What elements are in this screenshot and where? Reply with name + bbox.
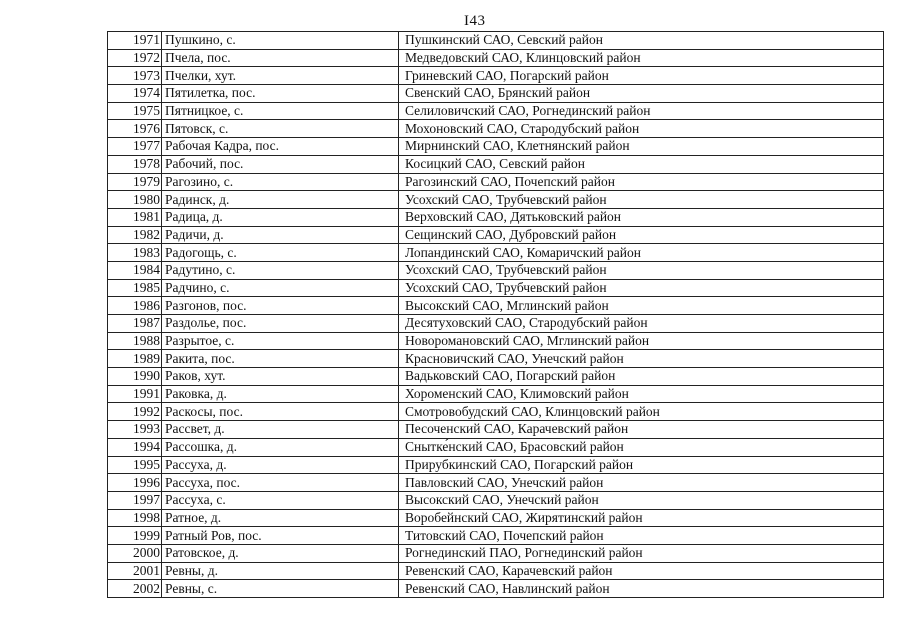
table-row: [108, 173, 884, 191]
row-number: 2001: [108, 562, 162, 580]
table-row: [108, 421, 884, 439]
table-row: [108, 332, 884, 350]
row-number: 1976: [108, 120, 162, 138]
table-row: [108, 85, 884, 103]
row-number: 1972: [108, 49, 162, 67]
row-number: 1982: [108, 226, 162, 244]
settlement-name: Раков, хут.: [162, 368, 399, 386]
row-number: 1981: [108, 208, 162, 226]
administrative-district: Верховский САО, Дятьковский район: [399, 208, 884, 226]
administrative-district: Ревенский САО, Навлинский район: [399, 580, 884, 598]
settlement-name: Рабочая Кадра, пос.: [162, 138, 399, 156]
settlement-name: Ревны, д.: [162, 562, 399, 580]
row-number: 1971: [108, 32, 162, 50]
settlement-name: Радчино, с.: [162, 279, 399, 297]
row-number: 1994: [108, 438, 162, 456]
administrative-district: Сещинский САО, Дубровский район: [399, 226, 884, 244]
settlement-name: Рассвет, д.: [162, 421, 399, 439]
table-row: [108, 562, 884, 580]
row-number: 1986: [108, 297, 162, 315]
administrative-district: Мирнинский САО, Клетнянский район: [399, 138, 884, 156]
row-number: 1999: [108, 527, 162, 545]
settlement-name: Рассуха, пос.: [162, 474, 399, 492]
settlement-name: Ратовское, д.: [162, 544, 399, 562]
administrative-district: Медведовский САО, Клинцовский район: [399, 49, 884, 67]
row-number: 1975: [108, 102, 162, 120]
row-number: 1995: [108, 456, 162, 474]
administrative-district: Новоромановский САО, Мглинский район: [399, 332, 884, 350]
table-row: [108, 456, 884, 474]
row-number: 2002: [108, 580, 162, 598]
table-row: [108, 155, 884, 173]
settlement-name: Радица, д.: [162, 208, 399, 226]
settlement-name: Радутино, с.: [162, 261, 399, 279]
table-row: [108, 350, 884, 368]
administrative-district: Усохский САО, Трубчевский район: [399, 261, 884, 279]
administrative-district: Селиловичский САО, Рогнединский район: [399, 102, 884, 120]
row-number: 1993: [108, 421, 162, 439]
settlement-name: Пятницкое, с.: [162, 102, 399, 120]
row-number: 1990: [108, 368, 162, 386]
settlement-register-table: [107, 31, 884, 598]
administrative-district: Снытке́нский САО, Брасовский район: [399, 438, 884, 456]
administrative-district: Титовский САО, Почепский район: [399, 527, 884, 545]
table-row: [108, 138, 884, 156]
row-number: 1992: [108, 403, 162, 421]
row-number: 1989: [108, 350, 162, 368]
row-number: 1979: [108, 173, 162, 191]
table-row: [108, 244, 884, 262]
row-number: 1996: [108, 474, 162, 492]
settlement-name: Ревны, с.: [162, 580, 399, 598]
administrative-district: Мохоновский САО, Стародубский район: [399, 120, 884, 138]
table-row: [108, 509, 884, 527]
settlement-name: Ратный Ров, пос.: [162, 527, 399, 545]
administrative-district: Рогнединский ПАО, Рогнединский район: [399, 544, 884, 562]
administrative-district: Пушкинский САО, Севский район: [399, 32, 884, 50]
administrative-district: Косицкий САО, Севский район: [399, 155, 884, 173]
table-row: [108, 527, 884, 545]
row-number: 1998: [108, 509, 162, 527]
row-number: 1974: [108, 85, 162, 103]
row-number: 1991: [108, 385, 162, 403]
table-row: [108, 315, 884, 333]
settlement-name: Радинск, д.: [162, 191, 399, 209]
administrative-district: Вадьковский САО, Погарский район: [399, 368, 884, 386]
row-number: 1977: [108, 138, 162, 156]
table-row: [108, 191, 884, 209]
administrative-district: Гриневский САО, Погарский район: [399, 67, 884, 85]
administrative-district: Смотровобудский САО, Клинцовский район: [399, 403, 884, 421]
table-row: [108, 120, 884, 138]
settlement-name: Рассошка, д.: [162, 438, 399, 456]
table-row: [108, 544, 884, 562]
settlement-name: Пятилетка, пос.: [162, 85, 399, 103]
settlement-name: Пушкино, с.: [162, 32, 399, 50]
settlement-name: Раковка, д.: [162, 385, 399, 403]
table-row: [108, 491, 884, 509]
table-row: [108, 261, 884, 279]
settlement-name: Ракита, пос.: [162, 350, 399, 368]
administrative-district: Павловский САО, Унечский район: [399, 474, 884, 492]
row-number: 2000: [108, 544, 162, 562]
row-number: 1980: [108, 191, 162, 209]
settlement-name: Раздолье, пос.: [162, 315, 399, 333]
table-row: [108, 368, 884, 386]
row-number: 1987: [108, 315, 162, 333]
table-row: [108, 32, 884, 50]
row-number: 1984: [108, 261, 162, 279]
table-row: [108, 474, 884, 492]
row-number: 1973: [108, 67, 162, 85]
row-number: 1997: [108, 491, 162, 509]
administrative-district: Десятуховский САО, Стародубский район: [399, 315, 884, 333]
page-number: I43: [464, 13, 486, 29]
administrative-district: Усохский САО, Трубчевский район: [399, 191, 884, 209]
administrative-district: Высокский САО, Мглинский район: [399, 297, 884, 315]
settlement-name: Раскосы, пос.: [162, 403, 399, 421]
settlement-name: Пятовск, с.: [162, 120, 399, 138]
table-row: [108, 208, 884, 226]
table-row: [108, 226, 884, 244]
row-number: 1988: [108, 332, 162, 350]
table-row: [108, 580, 884, 598]
administrative-district: Песоченский САО, Карачевский район: [399, 421, 884, 439]
row-number: 1985: [108, 279, 162, 297]
administrative-district: Свенский САО, Брянский район: [399, 85, 884, 103]
administrative-district: Ревенский САО, Карачевский район: [399, 562, 884, 580]
table-row: [108, 403, 884, 421]
settlement-name: Рассуха, д.: [162, 456, 399, 474]
administrative-district: Высокский САО, Унечский район: [399, 491, 884, 509]
administrative-district: Хороменский САО, Климовский район: [399, 385, 884, 403]
administrative-district: Усохский САО, Трубчевский район: [399, 279, 884, 297]
table-body: [108, 32, 884, 598]
settlement-name: Разгонов, пос.: [162, 297, 399, 315]
settlement-name: Радогощь, с.: [162, 244, 399, 262]
table-row: [108, 102, 884, 120]
table-row: [108, 438, 884, 456]
settlement-name: Рабочий, пос.: [162, 155, 399, 173]
administrative-district: Лопандинский САО, Комаричский район: [399, 244, 884, 262]
settlement-name: Рагозино, с.: [162, 173, 399, 191]
settlement-name: Разрытое, с.: [162, 332, 399, 350]
row-number: 1978: [108, 155, 162, 173]
settlement-name: Пчелки, хут.: [162, 67, 399, 85]
settlement-name: Рассуха, с.: [162, 491, 399, 509]
administrative-district: Рагозинский САО, Почепский район: [399, 173, 884, 191]
table-row: [108, 67, 884, 85]
table-row: [108, 49, 884, 67]
table-row: [108, 297, 884, 315]
administrative-district: Красновичский САО, Унечский район: [399, 350, 884, 368]
table-row: [108, 385, 884, 403]
administrative-district: Воробейнский САО, Жирятинский район: [399, 509, 884, 527]
settlement-name: Пчела, пос.: [162, 49, 399, 67]
settlement-name: Радичи, д.: [162, 226, 399, 244]
table-row: [108, 279, 884, 297]
row-number: 1983: [108, 244, 162, 262]
settlement-name: Ратное, д.: [162, 509, 399, 527]
administrative-district: Прирубкинский САО, Погарский район: [399, 456, 884, 474]
